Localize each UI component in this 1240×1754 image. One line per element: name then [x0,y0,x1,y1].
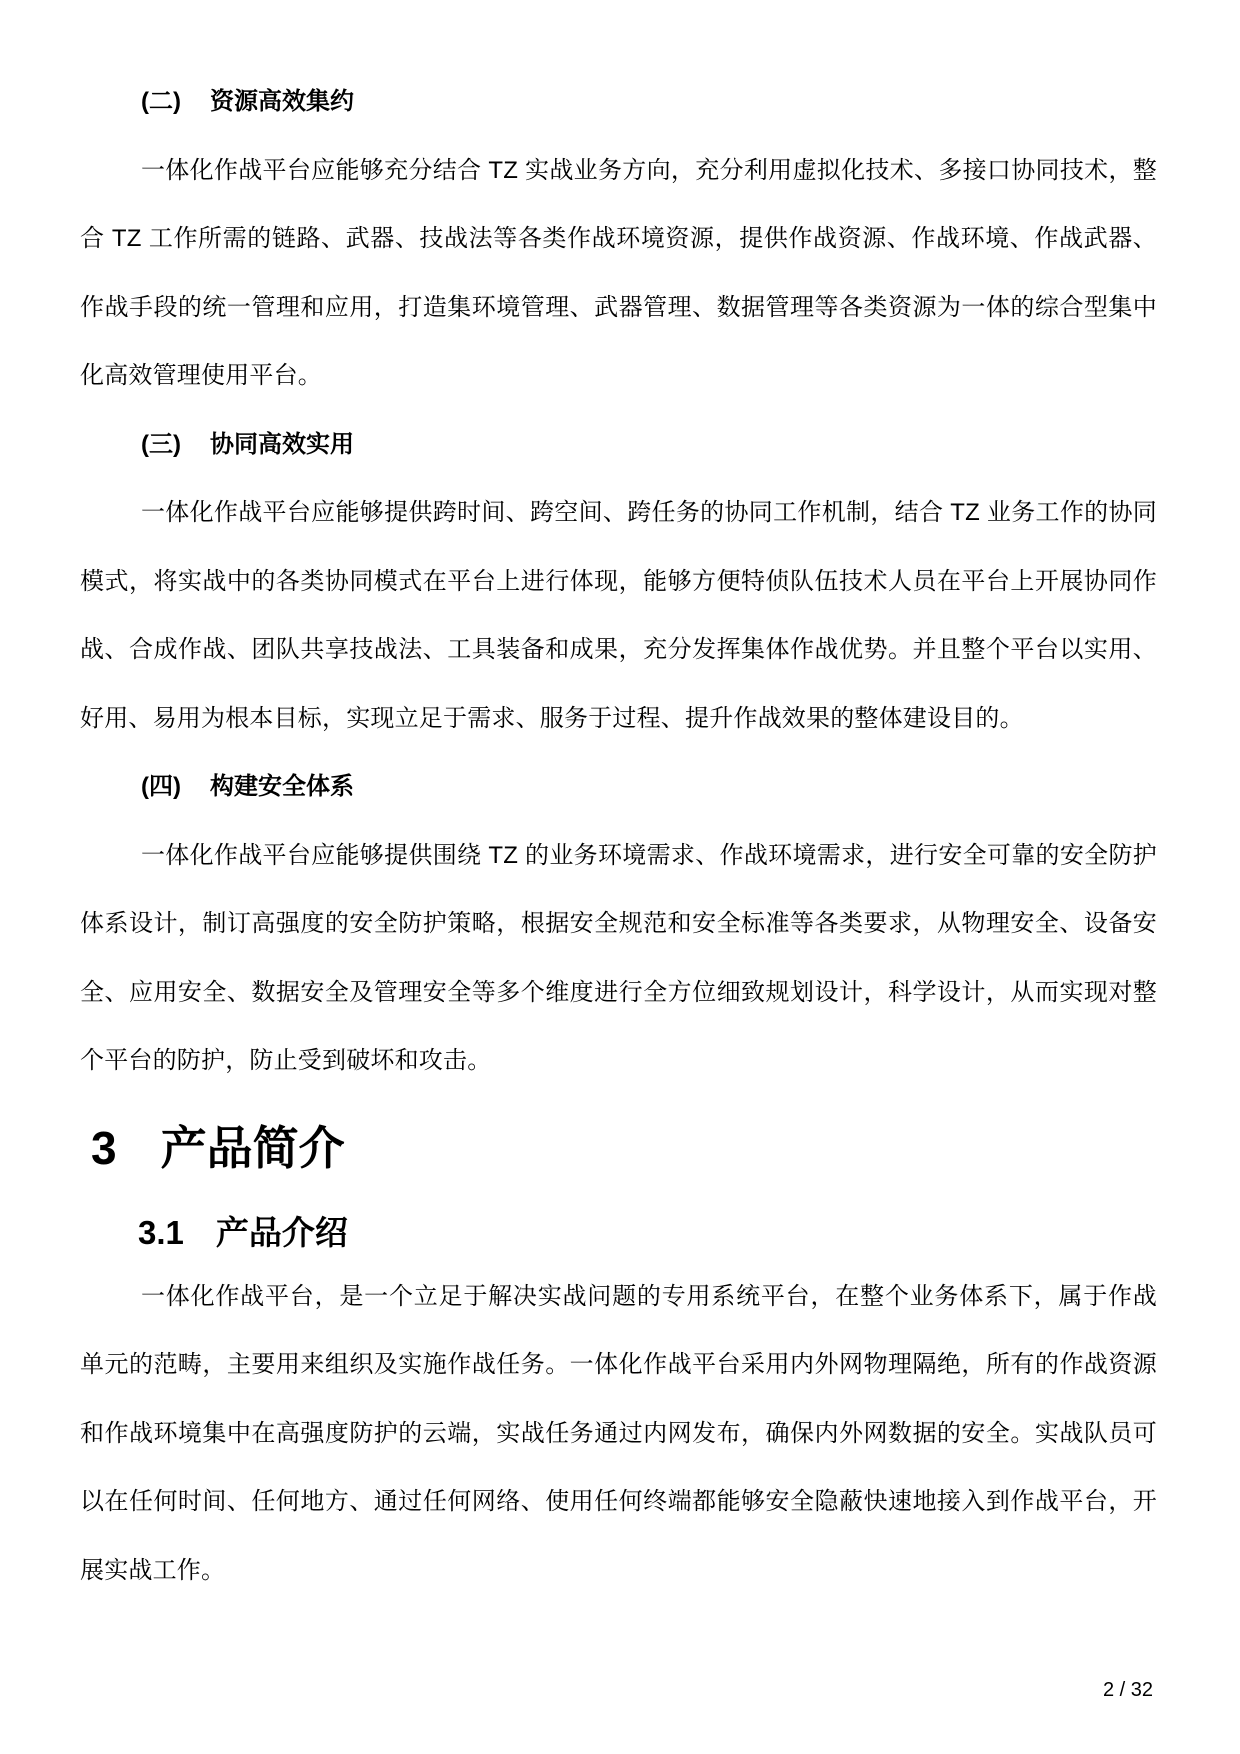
section-heading-4 [80,753,1157,822]
chapter-heading-title: 产品简介 [160,1121,345,1174]
section-heading-3-title: 协同高效实用 [209,430,354,458]
subsection-heading-title: 产品介绍 [215,1213,348,1251]
section-heading-4-number: (四) [141,773,181,800]
paragraph-security-system: 一体化作战平台应能够提供围绕 TZ 的业务环境需求、作战环境需求，进行安全可靠的安全防护体系设计，制订高强度的安全防护策略，根据安全规范和安全标准等各类要求，从物理安全、设备安全、应用安全、数据安全及管理安全等多个维度进行全方位细致规划设计，科学设计，从而实现对整个平台的防护，防止受到破坏和攻击。 [80,841,1157,1074]
page-number-indicator: 2 / 32 [1102,1679,1153,1701]
section-heading-2-number: (二) [141,88,181,115]
section-heading-3 [80,411,1157,480]
paragraph-resource-integration: 一体化作战平台应能够充分结合 TZ 实战业务方向，充分利用虚拟化技术、多接口协同技术，整合 TZ 工作所需的链路、武器、技战法等各类作战环境资源，提供作战资源、作战环境、作战武器、作战手段的统一管理和应用，打造集环境管理、武器管理、数据管理等各类资源为一体的综合型集中化高效管理使用平台。 [80,156,1157,389]
section-heading-4-title: 构建安全体系 [209,773,354,800]
document-body [80,68,1157,1605]
subsection-heading [138,1211,1157,1255]
section-heading-2-title: 资源高效集约 [209,88,354,115]
paragraph-collaboration: 一体化作战平台应能够提供跨时间、跨空间、跨任务的协同工作机制，结合 TZ 业务工作的协同模式，将实战中的各类协同模式在平台上进行体现，能够方便特侦队伍技术人员在平台上开展协同作战、合成作战、团队共享技战法、工具装备和成果，充分发挥集体作战优势。并且整个平台以实用、好用、易用为根本目标，实现立足于需求、服务于过程、提升作战效果的整体建设目的。 [80,499,1157,732]
paragraph-product-intro: 一体化作战平台，是一个立足于解决实战问题的专用系统平台，在整个业务体系下，属于作战单元的范畴，主要用来组织及实施作战任务。一体化作战平台采用内外网物理隔绝，所有的作战资源和作战环境集中在高强度防护的云端，实战任务通过内网发布，确保内外网数据的安全。实战队员可以在任何时间、任何地方、通过任何网络、使用任何终端都能够安全隐蔽快速地接入到作战平台，开展实战工作。 [80,1282,1157,1584]
subsection-heading-number: 3.1 [138,1213,184,1251]
chapter-heading [91,1120,1157,1176]
section-heading-2 [80,68,1157,137]
chapter-heading-number: 3 [91,1121,117,1174]
section-heading-3-number: (三) [141,430,181,458]
